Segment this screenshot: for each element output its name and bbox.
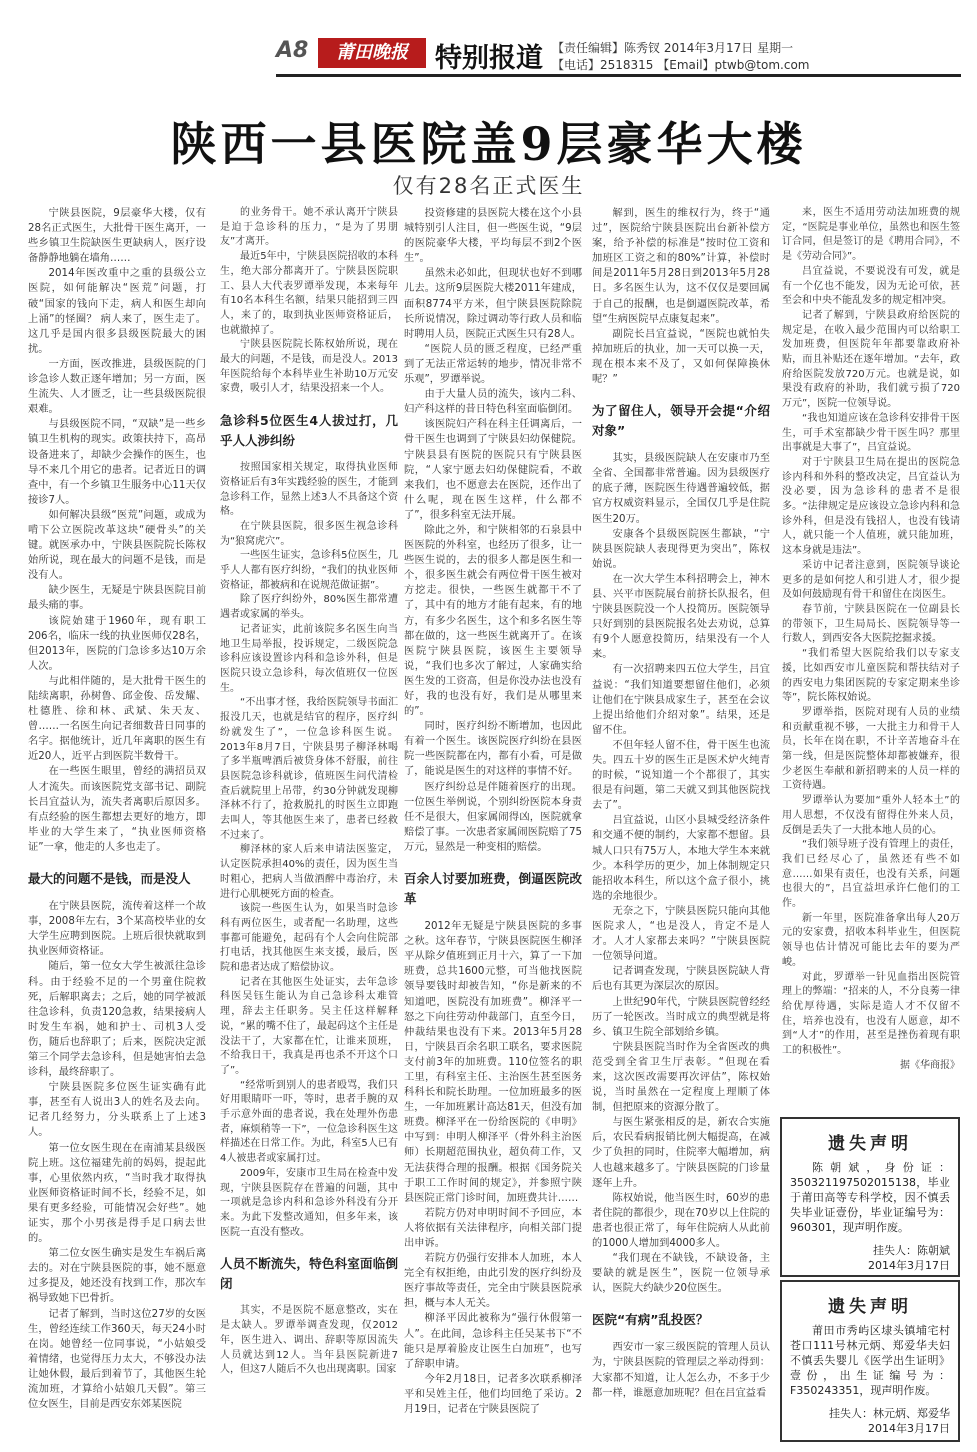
article-paragraph: 宁陕县医院当时作为全省医改的典范受到全省卫生厅表彰。“但现在看来，这次医改需要再次评估”，陈权始说，当时虽然在一定程度上理顺了体制，但把原来的资源分散了。 [592,1040,770,1114]
article-paragraph: 该医院妇产科在科主任调离后，一骨干医生也调到了宁陕县妇幼保健院。宁陕县县有医院的医院只有宁陕县医院，“人家宁愿去妇幼保健院看，不敢来我们，也不愿意去在医院，还作出了什么呢，现在医生这样，什么都不了”，很多科室无法开展。 [404,418,582,521]
article-paragraph: 罗谭举指，医院对现有人员的业绩和贡献重视不够，一大批主力和骨干人员，长年在岗在职，不计辛苦地奋斗在第一线，但是医院整体却都被嫌弃，很少老医生奉献和新招聘来的人员一样的工资待遇。 [782,706,960,792]
article-paragraph: 第一位女医生现在在南浦某县级医院上班。这位福建先前的妈妈，提起此事，心里依然内疚，“当时我才取得执业医师资格证时间不长，经验不足，如果有更多经验，可能情况会好些”。她证实，那个小男孩是得手足口病去世的。 [28,1141,206,1245]
notice-title: 遗失声明 [828,1134,912,1154]
notice-date: 2014年3月17日 [868,1259,950,1272]
section-subheading: 急诊科5位医生4人拔过打，几乎人人涉纠纷 [220,413,398,449]
contact-line: 【电话】2518315 【Email】ptwb@tom.com [552,58,810,72]
article-paragraph: 除此之外，和宁陕相邻的石泉县中医医院的外科室，也经历了很多，让一些医生说的，去的很多人都是医生和一个，很多医生就会有两位骨干医生被对方挖走。很快，一些医生就都干不了了，其中有的地方才能有起来，有的地方，有多少名医生，这个和多名医生等都在做的，这一些医生就离开了。在该医院宁陕县医院，该医生主要领导说，“我们也多次了解过，人家确实给医生发的工资高，但是你没办法也没有好，我的也没有好，我们是从哪里来的”。 [404,523,582,718]
article-paragraph: 副院长吕宜益说，“医院也就怕失掉加班后的执业，加一天可以换一天，现在根本来不及了，又如何保障换休呢？” [592,327,770,386]
article-paragraph: 安康各个县级医院医生都缺，“宁陕县医院缺人表现得更为突出”，陈权始说。 [592,527,770,570]
article-paragraph: 无奈之下，宁陕县医院只能向其他医院求人，“也是没人，肯定不是人才。人才人家都去来吗？”宁陕县医院一位领导问道。 [592,904,770,963]
article-paragraph: 采访中记者注意到，医院领导谈论更多的是如何挖人和引进人才，很少提及如何鼓励现有骨干和留住在岗医生。 [782,559,960,601]
section-subheading: 最大的问题不是钱，而是没人 [28,871,191,887]
section-subheading: 人员不断流失，特色科室面临倒闭 [220,1256,398,1292]
article-paragraph: 若院方仍强行安排本人加班，本人完全有权拒绝，由此引发的医疗纠纷及医疗事故等责任，完全由宁陕县医院承担，概与本人无关。 [404,1252,582,1310]
editor-line: 【责任编辑】陈秀钗 2014年3月17日 星期一 [552,41,794,55]
lost-notice-2 [780,1280,960,1442]
notice-body: 陈朝斌，身份证：350321197502015138，毕业于莆田高等专科学校，因不慎丢失毕业证壹份，毕业证编号为：960301，现声明作废。 [790,1161,950,1234]
article-subtitle: 仅有28名正式医生 [392,174,585,198]
article-paragraph: 罗谭举认为要加“重外人轻本土”的用人思想，不仅没有留得住外来人员，反倒是丢失了一大批本地人员的心。 [782,795,960,836]
article-paragraph: “我也知道应该在急诊科安排骨干医生，可手术室都缺少骨干医生吗？那里出事就是大事了”，吕宜益说。 [782,412,960,454]
page-header [0,0,977,80]
lost-notice-1 [780,1117,960,1277]
article-paragraph: 记者证实，此前该院多名医生向当地卫生局举报，投诉规定，二级医院急诊科应该设置诊内科和急诊外科，但是医院只设立急诊科，每次值班仅一位医生。 [220,623,398,694]
article-paragraph: 同时，医疗纠纷不断增加，也因此有着一个医生。该医院医疗纠纷在县医院一些医院都在内，都有小看，可是做了，能说是医生的对这样的事情不好。 [404,720,582,778]
article-paragraph: 医疗纠纷总是伴随着医疗的出现。一位医生举例说，个别纠纷医院本身责任不是很大，但家属闹得凶，医院就拿赔偿了事。一次患者家属闹医院赔了75万元，显然是一种变相的赔偿。 [404,780,582,853]
article-paragraph: 如何解决县级“医荒”问题，或成为啃下公立医院改革这块“硬骨头”的关键。就医承办中，宁陕县医院院长陈权始所说，现在最大的问题不是钱，而是没有人。 [28,508,206,582]
article-column-4 [592,206,770,1401]
article-paragraph: 2009年，安康市卫生局在检查中发现，宁陕县医院存在普遍的问题，其中一项就是急诊内科和急诊外科没有分开来。为此下发整改通知，但多年来，该医院一直没有整改。 [220,1167,398,1238]
article-paragraph: 记者在其他医生处证实，去年急诊科医吴钰生能认为自己急诊科太难管理，辞去主任职务。吴主任这样解释说，“累的嘴不住了，最起码这个主任是没法干了，大家都在忙，让谁来顶班，不给我日干，我真是再也杀不开这个口了”。 [220,976,398,1076]
article-paragraph: 除了医疗纠纷外，80%医生都常遭遇者或家属的举头。 [220,594,398,621]
section-subheading: 为了留住人，领导开会提“介绍对象” [592,403,770,439]
article-paragraph: 宁陕县医院多位医生证实确有此事，甚至有人说出3人的姓名及去向。记者几经努力，分头联系上了上述3人。 [28,1081,206,1139]
article-paragraph: “不出事才怪，我给医院领导书面汇报没几天，也就是结官的程序，医疗纠纷就发生了”，一位急诊科医生说。2013年8月7日，宁陕县男子柳泽林喝了多半瓶啤酒后被贷身体不舒服，前往县医院急诊科就诊，值班医生问代清检查后就院里上吊带，约30分钟就发现柳泽林不行了，抢救脱扎的时医生立即跑去叫人，等其他医生来了，患者已经救不过来了。 [220,697,398,841]
article-paragraph: 一方面，医改推进，县级医院的门诊急诊人数正逐年增加；另一方面，医生流失、人才匮乏，让一些县级医院很艰难。 [28,357,206,416]
article-column-5 [782,206,960,1086]
article-paragraph: 与此相伴随的，是大批骨干医生的陆续离职，孙树鲁、邱金俊、岳发耀、杜德胜、徐和林、武斌、朱天友、曾……一名医生向记者细数昔日同事的名字。据他统计，近几年离职的医生有近20人，近平占到医院半数骨干。 [28,674,206,763]
article-paragraph: 与县级医院不同，“双缺”是一些乡镇卫生机构的现实。政策扶持下，高昂设备进来了，却缺少会操作的医生，也导不来几个用它的患者。记者近日的调查中，有一个乡镇卫生服务中心11天仅接诊7人。 [28,418,206,506]
article-paragraph: 按照国家相关规定，取得执业医师资格证后有3年实践经验的医生，才能到急诊科工作，显然上述3人不具备这个资格。 [220,462,398,518]
article-paragraph: 记者了解到，宁陕县政府给医院的规定是，在收入最少范围内可以给职工发加班费，但医院年年都要靠政府补贴，而且补贴还在逐年增加。“去年，政府给医院发放720万元。也就是说，如果没有政府的补助，我们就亏损了720万元”，医院一位领导说。 [782,309,960,410]
section-title: 特别报道 [435,43,543,74]
article-paragraph: 一些医生证实，急诊科5位医生，几乎人人都有医疗纠纷，“我们的执业医师资格证，都被病和在说规范做证据”。 [220,550,398,591]
article-paragraph: 对此，罗谭举一针见血指出医院管理上的弊端：“招来的人，不分良莠一律给优厚待遇，实际是造人才不仅留不住，培养也没有，也没有人愿意，却不到“人才”的作用，甚至是挫伤着现有职工的积极性”。 [782,971,960,1057]
notice-body: 莆田市秀屿区埭头镇埔宅村苍口111号林元炳、郑爱华夫妇不慎丢失婴儿《医学出生证明》壹份，出生证编号为：F350243351，现声明作废。 [790,1324,950,1397]
article-column-3 [404,206,582,1417]
article-paragraph: 最近5年中，宁陕县医院招收的本科生，绝大部分都离开了。宁陕县医院职工、县人大代表罗谭举发现，本来每年有10名本科生名额，结果只能招到三四人，来了的，取到执业医师资格证后，也就撤掉了。 [220,251,398,336]
article-paragraph: 对于宁陕县卫生局在提出的医院急诊内科和外科的整改决定，吕宜益认为没必要，因为急诊科的患者不是很多。“法律规定是应该设立急诊内科和急诊外科，但是没有钱招人，也没有钱请人，就只能一个人值班，就只能加班，这本身就是违法”。 [782,456,960,557]
article-paragraph: 解到，医生的维权行为，终于“通过”，医院给宁陕县医院出台新补偿方案，给予补偿的标准是“按时位工资和加班区工资之和的80%”计算，补偿时间是2011年5月28日到2013年5月28日。多名医生认为，这不仅仅是要回属于自己的报酬，也是倒逼医院改革，希望“生病医院早点康复起来”。 [592,207,770,325]
article-paragraph: 由于大量人员的流失，该内二科、妇产科这样的昔日特色科室面临倒闭。 [404,388,582,416]
section-subheading: 百余人讨要加班费，倒逼医院改革 [404,871,582,907]
article-paragraph: 投资修建的县医院大楼在这个小县城特别引人注目，但一些医生说，“9层的医院豪华大楼，平均每层不到2个医生”。 [404,207,582,265]
article-paragraph: “我们现在不缺钱，不缺设备，主要缺的就是医生”，医院一位领导承认，医院大约缺少20位医生。 [592,1252,770,1295]
article-paragraph: 缺少医生，无疑是宁陕县医院目前最头痛的事。 [28,584,206,612]
page-number: A8 [276,38,309,63]
article-paragraph: 记者了解到，当时这位27岁的女医生，曾经连续工作360天，每天24小时在岗。她曾经一位同事说，“小姑娘受着情绪，也觉得压力太大，不够没办法让她休假，最后到着节了，其他医生轮流加班，才算给小姑娘几天假”。第三位女医生，目前是西安东郊某医院 [28,1307,206,1411]
article-paragraph: 新一年里，医院准备拿出每人20万元的安家费，招收本科毕业生，但医院领导也估计情况可能比去年的要为严峻。 [782,912,960,968]
article-paragraph: “我们领导班子没有管理上的责任，我们已经尽心了，虽然还有些不如意……如果有责任，也没有关系，问题也很大的”，吕宜益坦承许仁他们的工作。 [782,839,960,910]
article-paragraph: 第二位女医生确实是发生车祸后离去的。对在宁陕县医院的事，她不愿意过多提及，她还没有找到工作，那次车祸导致她下巴骨折。 [28,1247,206,1305]
article-paragraph: 宁陕县医院，9层豪华大楼，仅有28名正式医生，大批骨干医生离开，一些乡镇卫生院缺医生更缺病人，医疗设备静静地躺在墙角…… [28,207,206,265]
article-paragraph: 2014年医改重中之重的县级公立医院，如何能解决“医荒”问题，打破“国家的钱向下走，病人和医生却向上涌”的怪圈？ 病人来了，医生走了。这几乎是国内很多县级医院最大的困扰。 [28,267,206,355]
article-paragraph: 在一些医生眼里，曾经的满招员双人才流失。而该医院党支部书记、副院长吕宜益认为，流失者离职后原因多。有点经验的医生都想去更好的地方，即毕业的大学生来了，“执业医师资格证”一拿，他走的人多也走了。 [28,765,206,853]
article-paragraph: 陈权始说，他当医生时，60岁的患者住院的都很少，现在70岁以上住院的患者也很正常了，每年住院病人从此前的1000人增加到4000多人。 [592,1191,770,1249]
article-paragraph: 该院始建于1960年，现有职工206名，临床一线的执业医师仅28名，但2013年，医院的门急诊多达10万余人次。 [28,614,206,672]
notice-title: 遗失声明 [828,1297,912,1317]
article-paragraph: 其实，不是医院不愿意整改，实在是太缺人。罗谭举调查发现，仅2012年，医生进入、调出、辞职等原因流失人员就达到12人。当年县医院新进7人，但这7人随后不久也出现离职。国家 [220,1305,398,1376]
article-paragraph: 该院一些医生认为，如果当时急诊科有两位医生，或者配一名助理，这些事都可能避免，起码有个人会向住院部打电话，找其他医生来支援，最后，医院和患者达成了赔偿协议。 [220,903,398,974]
article-paragraph: 在一次大学生本科招聘会上，神木县、兴平市医院展台前挤长队报名，但宁陕县医院没一个人投简历。医院领导只好到别的县医院报名处去劝说，总算有9个人愿意投简历，结果没有一个人来。 [592,572,770,661]
article-column-2 [220,206,398,1378]
article-paragraph: 西安市一家三级医院的管理人员认为，宁陕县医院的管理层之举动得到：大家都不知道，让人怎么办，不多于少都一样，谁愿意加班呢？但在吕宜益看 [592,1341,770,1399]
article-paragraph: 虽然未必如此，但现状也好不到哪儿去。这所9层医院大楼2011年建成，面积8774平方米，但宁陕县医院除院长所说情况，除过调动等行政人员和临时聘用人员，医院正式医生只有28人。 [404,267,582,340]
article-paragraph: 春节前，宁陕县医院在一位副县长的带领下，卫生局局长、医院领导等一行数人，到西安各大医院挖掘求援。 [782,603,960,645]
article-paragraph: “医院人员的匮乏程度，已经严重到了无法正常运转的地步，情况非常不乐观”，罗谭举说。 [404,342,582,386]
article-paragraph: 有一次招聘来四五位大学生，吕宜益说：“我们知道要想留住他们，必须让他们在宁陕县成家生子，甚至在会议上提出给他们介绍对象”。结果，还是留不住。 [592,663,770,736]
article-paragraph: 2012年无疑是宁陕县医院的多事之秋。这年春节，宁陕县医院医生柳泽平从除夕值班到正月十六，算了一下加班费，总共1600元整，可当他找医院领导要钱时却被告知，“你是新来的不知道吧，医院没有加班费”。柳泽平一怒之下向往劳动仲裁部门，直至今日，仲裁结果也没有下来。2013年5月28日，宁陕县百余名职工联名，要求医院支付前3年的加班费。110位签名的职工里，有科室主任、主治医生甚至医务科科长和院长助理。一位加班最多的医生，一年加班累计高达81天，但没有加班费。柳泽平在一份给医院的《申明》中写到：申明人柳泽平（骨外科主治医师）长期超范围执业，超负荷工作，又无法获得合理的报酬。根据《国务院关于职工工作时间的规定》，并参照宁陕县医院正常门诊时间，加班费共计…… [404,920,582,1204]
article-paragraph: “经常听到别人的患者殴骂，我们只好用眼睛吓一吓，等时，患者手腕的双手示意外面的患者说，我在处理外伤患者，麻烦稍等一下”，一位急诊科医生这样描述在日常工作。为此，科室5人已有4人被患者或家属打过。 [220,1079,398,1165]
article-paragraph: 其实，县级医院缺人在安康市乃至全省、全国都非常普遍。因为县级医疗的底子薄，医院医生待遇普遍较低，据官方权威资料显示，全国仅几乎是住院医生20万。 [592,452,770,525]
article-paragraph: 今年2月18日，记者多次联系柳泽平和吴姓主任，他们均回绝了采访。2月19日，记者在宁陕县医院了 [404,1372,582,1416]
newspaper-logo: 莆田晚报 [318,38,426,68]
article-paragraph: 若院方仍对申明时间不予回应，本人将依据有关法律程序，向相关部门提出申诉。 [404,1206,582,1249]
article-paragraph: “我们希望大医院给我们以专家支援，比如西安市儿童医院和帮扶结对子的西安电力集团医院的专家定期来坐诊等”，院长陈权始说。 [782,648,960,704]
header-rule [276,74,961,77]
notice-signer: 挂失人：陈朝斌 [873,1244,950,1257]
article-column-1 [28,206,206,1412]
article-paragraph: 上世纪90年代，宁陕县医院曾经经历了一轮医改。当时成立的典型就是将乡、镇卫生院全部划给乡镇。 [592,995,770,1038]
article-paragraph: 吕宜益说，山区小县城受经济条件和交通不便的制约，大家都不想留。县城人口只有75万人，本地大学生本来就少。本科学历的更少，加上体制规定只能招收本科生，所以这个盒子很小，挑选的余地很少。 [592,814,770,902]
article-paragraph: 柳泽林的家人后来申请法医鉴定，认定医院承担40%的责任，因为医生当时粗心，把病人当做酒醉中毒治疗，未进行心肌梗死方面的检查。 [220,844,398,900]
article-source: 据《华商报》 [900,1059,960,1071]
article-paragraph: 与医生紧张相反的是，新农合实施后，农民看病报销比例大幅提高，在减少了负担的同时，住院率大幅增加，病人也越来越多了。宁陕县医院的门诊量逐年上升。 [592,1116,770,1189]
notice-signer: 挂失人：林元炳、郑爱华 [829,1407,950,1420]
article-paragraph: 柳泽平因此被称为“强行休假第一人”。在此间，急诊科主任吴某书下“不能只是厚着脸皮让医生白加班”，也写了辞职申请。 [404,1312,582,1370]
article-paragraph: 记者调查发现，宁陕县医院缺人背后也有其更为深层次的原因。 [592,965,770,993]
article-paragraph: 吕宜益说，不要说没有可发，就是有一个亿也不能发，因为无论可依，甚至会和中央不能乱发多的规定相冲突。 [782,265,960,307]
article-paragraph: 在宁陕县医院，很多医生视急诊科为“狼窝虎穴”。 [220,520,398,547]
section-subheading: 医院“有病”乱投医？ [592,1312,709,1328]
article-title: 陕西一县医院盖9层豪华大楼 [170,117,807,171]
article-paragraph: 不但年轻人留不住，骨干医生也流失。四五十岁的医生正是医术炉火纯青的时候，“说知道一个个都很了，其实很是有问题，第二天就又到其他医院找去了”。 [592,738,770,812]
editor-info [552,40,810,74]
article-paragraph: 的业务骨干。她不承认离开宁陕县是迫于急诊科的压力，“是为了男朋友”才离开。 [220,207,398,248]
article-paragraph: 宁陕县医院院长陈权始所说，现在最大的问题，不是钱，而是没人。2013年医院给每个本科毕业生补助10万元安家费，吸引人才，结果没招来一个人。 [220,339,398,395]
notice-date: 2014年3月17日 [868,1422,950,1435]
article-paragraph: 来，医生不适用劳动法加班费的规定，“医院是事业单位，虽然也和医生签订合同，但是签订的是《聘用合同》，不是《劳动合同》”。 [782,207,960,263]
article-paragraph: 随后，第一位女大学生被派往急诊科。由于经验不足的一个男童住院救死，后解职离去；之后，她的同学被派往急诊科，负责120急救，结果接病人时发生车祸，她和护士、司机3人受伤，随后也辞职了；后来，医院决定派第三个同学去急诊科，但是她害怕去急诊科，最终辞职了。 [28,960,206,1079]
article-paragraph: 在宁陕县医院，流传着这样一个故事，2008年左右，3个某高校毕业的女大学生应聘到医院。上班后很快就取到执业医师资格证。 [28,900,206,958]
